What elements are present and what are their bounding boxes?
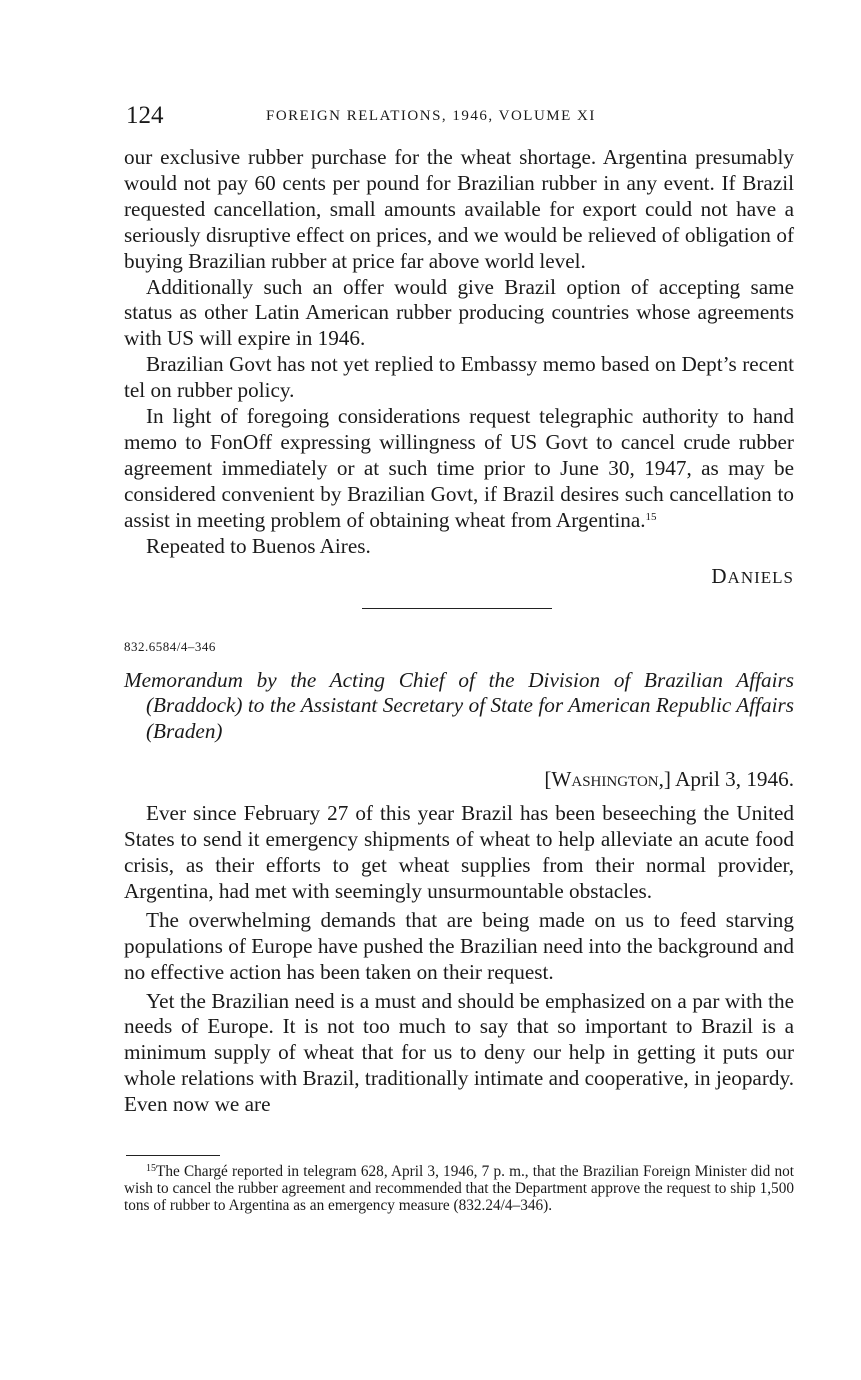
footnote-text: The Chargé reported in telegram 628, April 3, 1946, 7 p. m., that the Brazilian Foreign Minister did not wish to cancel the rubber agreement and recommended that the Department approve the request to ship 1,500 tons of rubber to Argentina as an emergency measure (832.24/4–346). [124,1163,794,1215]
paragraph: our exclusive rubber purchase for the wheat shortage. Argentina presumably would not pay 60 cents per pound for Brazilian rubber in any event. If Brazil requested cancellation, small amounts available for export could not have a seriously disruptive effect on prices, and we would be relieved of obligation of buying Brazilian rubber at price far above world level. [124,145,794,273]
paragraph: Repeated to Buenos Aires. [146,533,371,558]
signature-rest: ANIELS [727,567,794,587]
memo-title: Memorandum by the Acting Chief of the Division of Brazilian Affairs (Braddock) to the Assistant Secretary of State for American Republic Affairs (Braden) [124,667,794,744]
footnote-rule [126,1155,220,1156]
request-text: In light of foregoing considerations request telegraphic authority to hand memo to FonOff expressing willingness of US Govt to cancel crude rubber agreement immediately or at such time prior to June 30, 1947, as may be considered convenient by Brazilian Govt, if Brazil desires such cancellation to assist in meeting problem of obtaining wheat from Argentina. [124,404,794,532]
footnote-marker: 15 [146,1163,156,1174]
page-number: 124 [126,102,164,129]
memo-body [124,801,794,1118]
paragraph [124,404,794,534]
dateline-date: April 3, 1946. [675,767,794,792]
page-header [126,102,792,134]
dateline-place: [Washington,] [544,767,671,792]
paragraph: The overwhelming demands that are being made on us to feed starving populations of Europe have pushed the Brazilian need into the background and no effective action has been taken on their request. [124,907,794,984]
signature-initial: D [711,563,728,588]
running-head: FOREIGN RELATIONS, 1946, VOLUME XI [266,108,596,124]
body-text [124,145,794,1121]
paragraph: Brazilian Govt has not yet replied to Embassy memo based on Dept’s recent tel on rubber policy. [124,352,794,403]
section-divider [362,608,552,609]
paragraph: Yet the Brazilian need is a must and should be emphasized on a par with the needs of Europe. It is not too much to say that so important to Brazil is a minimum supply of wheat that for us to deny our help in getting it puts our whole relations with Brazil, traditionally intimate and cooperative, in jeopardy. Even now we are [124,988,794,1117]
signature [124,564,794,590]
paragraph: Additionally such an offer would give Brazil option of accepting same status as other Latin American rubber producing countries whose agreements with US will expire in 1946. [124,274,794,351]
footnote-reference: 15 [645,510,657,523]
file-number: 832.6584/4–346 [124,638,216,654]
dateline [124,767,794,797]
paragraph: Ever since February 27 of this year Brazil has been beseeching the United States to send it emergency shipments of wheat to help alleviate an acute food crisis, as their efforts to get wheat supplies from their normal provider, Argentina, had met with seemingly unsurmountable obstacles. [124,801,794,903]
footnote [124,1163,794,1215]
